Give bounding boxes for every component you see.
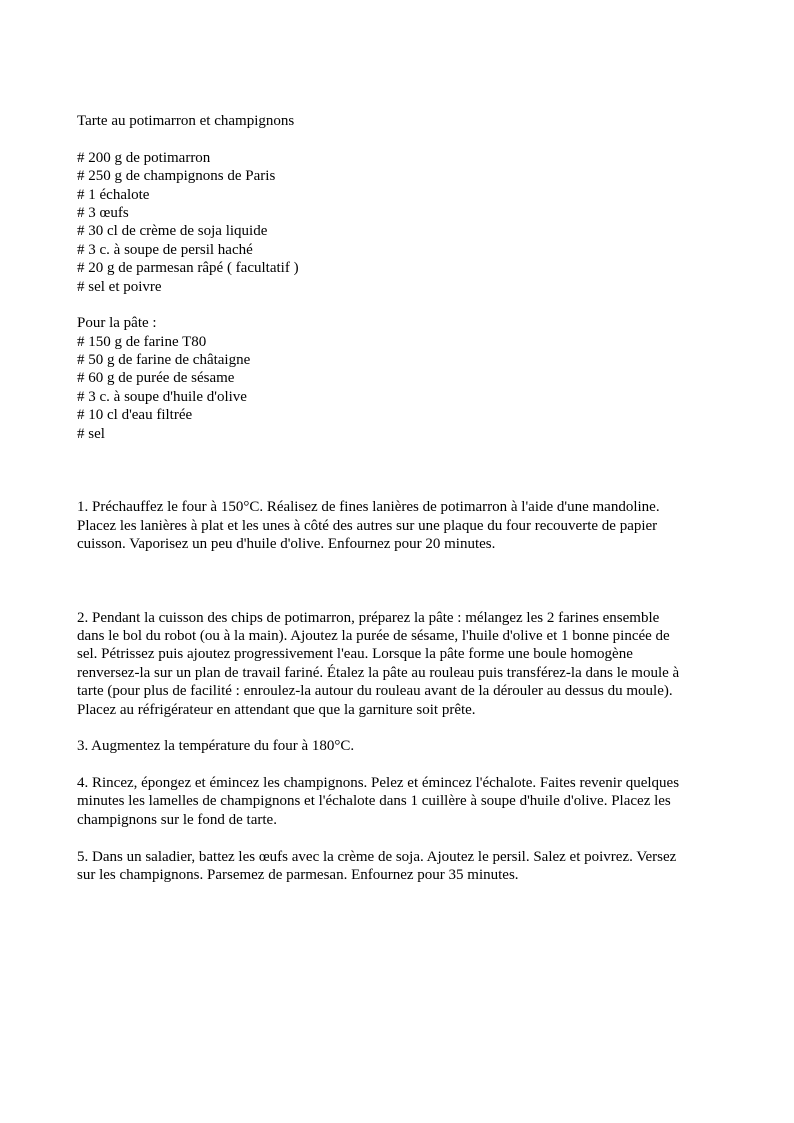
pastry-item: # sel xyxy=(77,425,105,442)
step-line: Placez les lanières à plat et les unes à côté des autres sur une plaque du four recouverte de papier xyxy=(77,517,658,534)
spacer xyxy=(77,443,737,498)
ingredient-item: # 30 cl de crème de soja liquide xyxy=(77,223,268,240)
spacer xyxy=(77,553,737,608)
step-line: dans le bol du robot (ou à la main). Ajoutez la purée de sésame, l'huile d'olive et 1 bonne pincée de xyxy=(77,627,670,644)
step-line: 1. Préchauffez le four à 150°C. Réalisez de fines lanières de potimarron à l'aide d'une mandoline. xyxy=(77,499,660,516)
pastry-item: # 3 c. à soupe d'huile d'olive xyxy=(77,388,247,405)
step-line: sur les champignons. Parsemez de parmesan. Enfournez pour 35 minutes. xyxy=(77,867,519,884)
ingredient-item: # 250 g de champignons de Paris xyxy=(77,168,276,185)
spacer xyxy=(77,829,737,847)
ingredient-item: # sel et poivre xyxy=(77,278,162,295)
pastry-heading: Pour la pâte : xyxy=(77,315,157,332)
step-line: Placez au réfrigérateur en attendant que que la garniture soit prête. xyxy=(77,701,476,718)
recipe-document xyxy=(77,112,737,884)
step-line: cuisson. Vaporisez un peu d'huile d'olive. Enfournez pour 20 minutes. xyxy=(77,536,496,552)
pastry-item: # 10 cl d'eau filtrée xyxy=(77,407,193,424)
step-line: 4. Rincez, épongez et émincez les champignons. Pelez et émincez l'échalote. Faites revenir quelques xyxy=(77,775,680,792)
spacer xyxy=(77,296,737,314)
step-line: champignons sur le fond de tarte. xyxy=(77,811,277,828)
step-line: 3. Augmentez la température du four à 180°C. xyxy=(77,738,355,755)
step-5 xyxy=(77,848,737,885)
pastry-item: # 50 g de farine de châtaigne xyxy=(77,352,251,369)
ingredient-item: # 200 g de potimarron xyxy=(77,149,211,166)
ingredient-item: # 20 g de parmesan râpé ( facultatif ) xyxy=(77,260,299,277)
spacer xyxy=(77,130,737,148)
pastry-item: # 60 g de purée de sésame xyxy=(77,370,235,387)
pastry-section xyxy=(77,314,737,443)
step-line: tarte (pour plus de facilité : enroulez-la autour du rouleau avant de la dérouler au dessus du moule). xyxy=(77,683,673,700)
ingredient-item: # 3 œufs xyxy=(77,204,129,221)
step-3 xyxy=(77,737,737,755)
step-line: 5. Dans un saladier, battez les œufs avec la crème de soja. Ajoutez le persil. Salez et poivrez. Versez xyxy=(77,848,677,865)
spacer xyxy=(77,719,737,737)
step-1 xyxy=(77,498,737,553)
step-4 xyxy=(77,774,737,829)
step-line: minutes les lamelles de champignons et l'échalote dans 1 cuillère à soupe d'huile d'olive. Placez les xyxy=(77,793,671,810)
ingredient-item: # 1 échalote xyxy=(77,186,150,203)
ingredient-item: # 3 c. à soupe de persil haché xyxy=(77,241,253,258)
step-line: 2. Pendant la cuisson des chips de potimarron, préparez la pâte : mélangez les 2 farines ensemble xyxy=(77,609,660,626)
step-line: renversez-la sur un plan de travail fariné. Étalez la pâte au rouleau puis transférez-la dans le moule à xyxy=(77,664,680,681)
spacer xyxy=(77,756,737,774)
step-line: sel. Pétrissez puis ajoutez progressivement l'eau. Lorsque la pâte forme une boule homogène xyxy=(77,646,633,663)
recipe-title: Tarte au potimarron et champignons xyxy=(77,113,295,129)
step-2 xyxy=(77,609,737,719)
ingredients-list xyxy=(77,149,737,296)
pastry-item: # 150 g de farine T80 xyxy=(77,333,207,350)
